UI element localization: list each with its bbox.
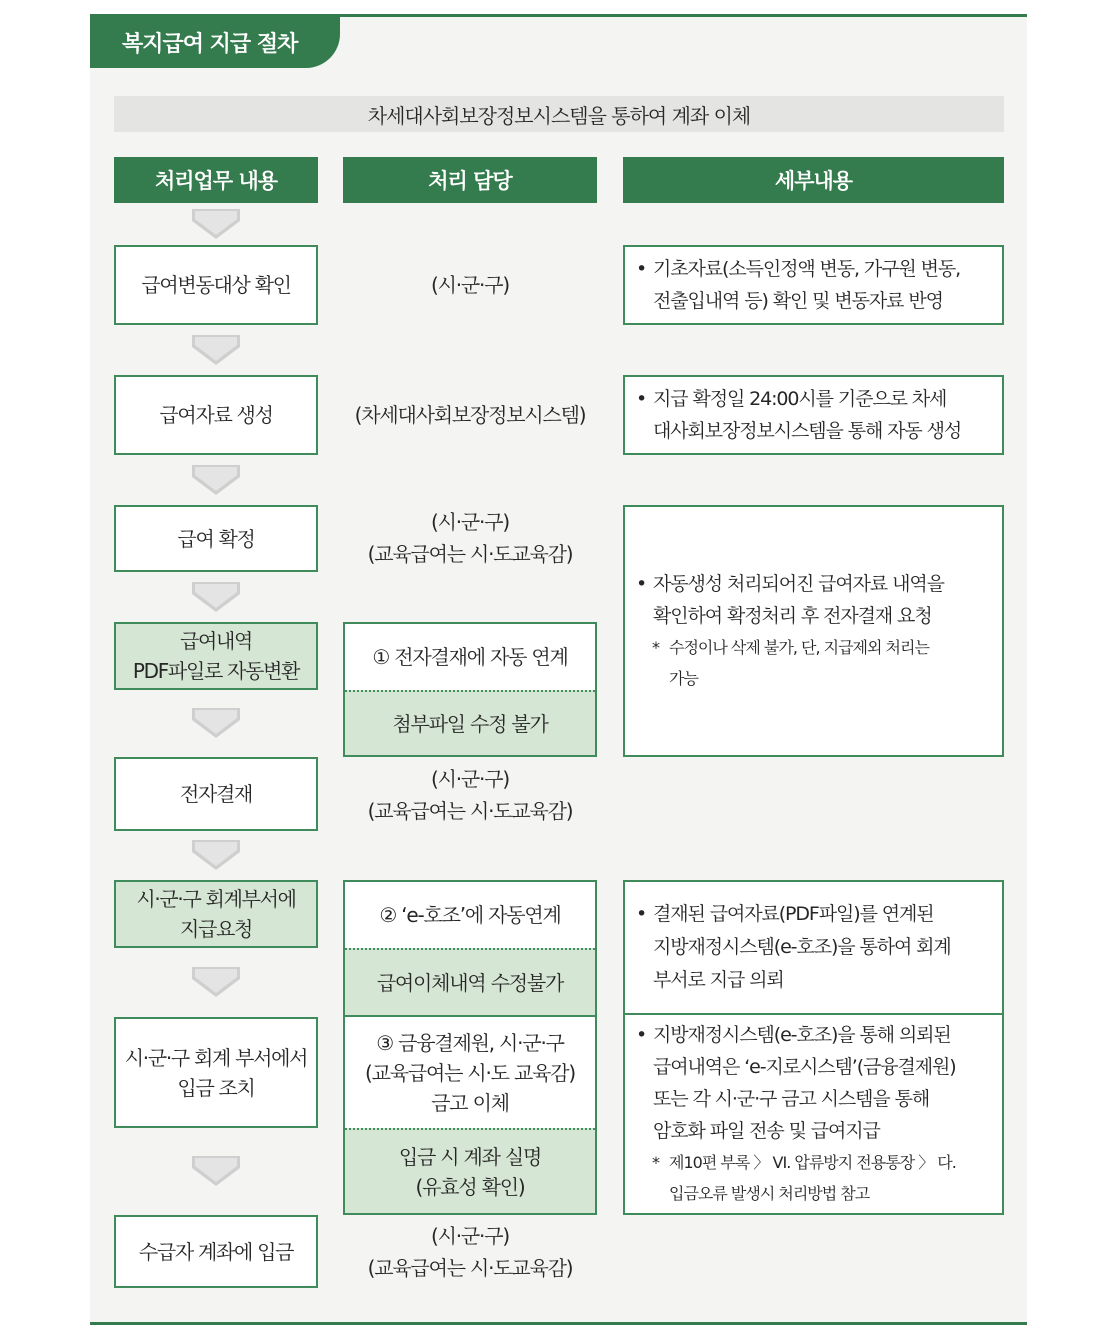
bullet-icon: • (636, 258, 647, 280)
step-label: 지급요청 (179, 917, 253, 941)
detail-note: 제10편 부록 〉 Ⅵ. 압류방지 전용통장 〉 다. (669, 1153, 956, 1172)
bullet-icon: • (636, 1024, 647, 1046)
step-confirm-benefit (114, 505, 318, 572)
step-e-approval (114, 757, 318, 831)
down-arrow-icon (192, 465, 240, 495)
handler-label: (시·군·구) (431, 273, 509, 297)
detail-note: 가능 (669, 669, 698, 688)
handler-label: (시·군·구) (431, 510, 509, 534)
handler-label: (교육급여는 시·도교육감) (367, 799, 573, 823)
step-label: 수급자 계좌에 입금 (138, 1239, 294, 1264)
link-restriction (345, 948, 595, 1015)
asterisk-icon: * (652, 638, 659, 657)
link-e-approval-box (343, 622, 597, 757)
link-label: (교육급여는 시·도 교육감) (365, 1060, 575, 1085)
step-label: PDF파일로 자동변환 (132, 659, 300, 683)
step-label: 급여 확정 (177, 526, 255, 551)
down-arrow-icon (192, 840, 240, 870)
down-arrow-icon (192, 967, 240, 997)
step-label: 급여자료 생성 (159, 403, 273, 427)
handler-generate (343, 395, 597, 435)
down-arrow-icon (192, 209, 240, 239)
handler-label: (교육급여는 시·도교육감) (367, 542, 573, 566)
handler-verify (343, 265, 597, 305)
detail-text: 전출입내역 등) 확인 및 변동자료 반영 (653, 290, 943, 312)
asterisk-icon: * (652, 1153, 659, 1172)
link-label: ③ 금융결제원, 시·군·구 (376, 1030, 564, 1055)
step-generate-data (114, 375, 318, 455)
down-arrow-icon (192, 1156, 240, 1186)
detail-text: 지방재정시스템(e-호조)을 통해 의뢰된 (653, 1024, 951, 1046)
handler-label: (시·군·구) (431, 1224, 509, 1248)
step-account-deposit (114, 1215, 318, 1288)
link-restriction (345, 690, 595, 755)
down-arrow-icon (192, 582, 240, 612)
detail-text: 기초자료(소득인정액 변동, 가구원 변동, (653, 258, 961, 280)
detail-text: 대사회보장정보시스템을 통해 자동 생성 (653, 420, 962, 442)
detail-confirm-approval (623, 505, 1004, 757)
restriction-label: 첨부파일 수정 불가 (392, 711, 548, 736)
header-detail: 세부내용 (623, 157, 1004, 203)
handler-label: (시·군·구) (431, 767, 509, 791)
bullet-icon: • (636, 903, 647, 925)
step-deposit-action (114, 1017, 318, 1128)
restriction-label: 급여이체내역 수정불가 (376, 970, 564, 995)
restriction-label: (유효성 확인) (415, 1174, 525, 1199)
step-label: 급여변동대상 확인 (141, 273, 291, 297)
detail-text: 또는 각 시·군·구 금고 시스템을 통해 (653, 1088, 930, 1110)
detail-generate-data (623, 375, 1004, 455)
step-verify-changes (114, 245, 318, 325)
link-step (345, 1015, 595, 1128)
detail-deposit (623, 1013, 1004, 1215)
bullet-icon: • (636, 388, 647, 410)
detail-text: 부서로 지급 의뢰 (653, 969, 784, 991)
step-label: 시·군·구 회계부서에 (136, 887, 296, 911)
down-arrow-icon (192, 708, 240, 738)
detail-text: 지방재정시스템(e-호조)을 통하여 회계 (653, 936, 951, 958)
detail-text: 결재된 급여자료(PDF파일)를 연계된 (653, 903, 934, 925)
bullet-icon: • (636, 573, 647, 595)
detail-note: 입금오류 발생시 처리방법 참고 (669, 1184, 870, 1203)
detail-text: 지급 확정일 24:00시를 기준으로 차세 (653, 388, 947, 410)
step-payment-request (114, 880, 318, 948)
detail-note: 수정이나 삭제 불가, 단, 지급제외 처리는 (669, 638, 929, 657)
handler-deposit (343, 1220, 597, 1284)
header-handler: 처리 담당 (343, 157, 597, 203)
handler-label: (교육급여는 시·도교육감) (367, 1256, 573, 1280)
detail-text: 확인하여 확정처리 후 전자결재 요청 (653, 605, 932, 627)
link-label: ② ‘e-호조’에 자동연계 (379, 903, 561, 927)
link-step (345, 882, 595, 948)
handler-confirm (343, 506, 597, 570)
detail-payment-request (623, 880, 1004, 1015)
detail-text: 자동생성 처리되어진 급여자료 내역을 (653, 573, 944, 595)
link-label: ① 전자결재에 자동 연계 (372, 645, 568, 669)
detail-text: 급여내역은 ‘e-지로시스템’(금융결제원) (653, 1056, 956, 1078)
detail-text: 암호화 파일 전송 및 급여지급 (653, 1120, 880, 1142)
page-title: 복지급여 지급 절차 (90, 16, 340, 68)
link-label: 금고 이체 (431, 1090, 509, 1115)
step-label: 시·군·구 회계 부서에서 (124, 1045, 308, 1070)
restriction-label: 입금 시 계좌 실명 (398, 1144, 542, 1169)
header-task: 처리업무 내용 (114, 157, 318, 203)
link-restriction (345, 1128, 595, 1213)
down-arrow-icon (192, 335, 240, 365)
detail-verify-changes (623, 245, 1004, 325)
step-label: 급여내역 (179, 629, 253, 653)
handler-label: (차세대사회보장정보시스템) (354, 403, 586, 427)
handler-approve (343, 763, 597, 827)
step-pdf-conversion (114, 622, 318, 690)
subtitle-banner: 차세대사회보장정보시스템을 통하여 계좌 이체 (114, 96, 1004, 132)
link-step (345, 624, 595, 690)
step-label: 전자결재 (179, 782, 253, 806)
link-payment-box (343, 880, 597, 1215)
step-label: 입금 조치 (177, 1075, 255, 1100)
